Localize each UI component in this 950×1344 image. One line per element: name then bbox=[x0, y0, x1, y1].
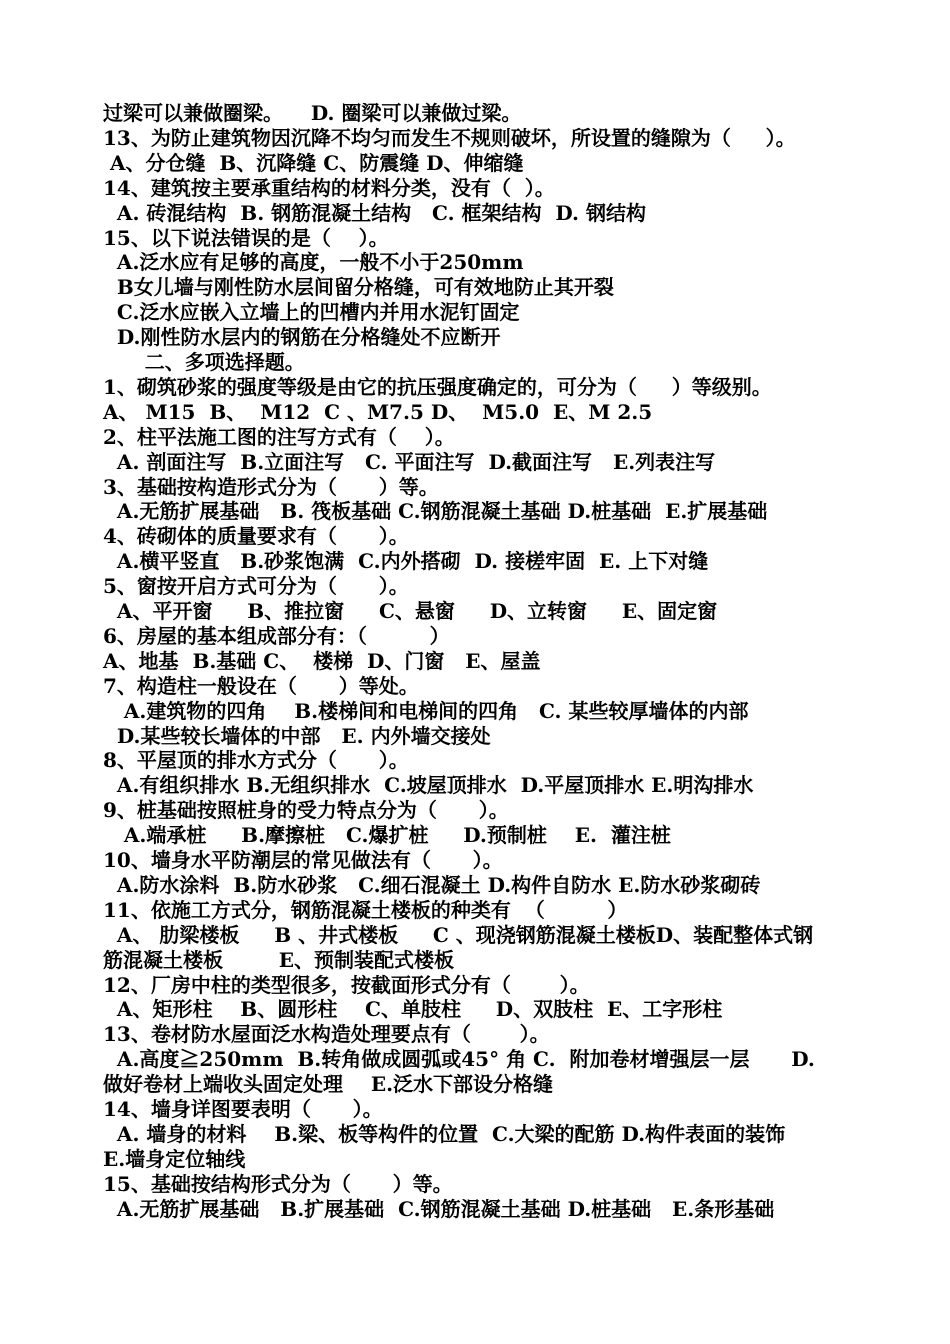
text-line: A、分仓缝 B、沉降缝 C、防震缝 D、伸缩缝 bbox=[103, 150, 524, 175]
text-line: 15、以下说法错误的是（ ）。 bbox=[103, 225, 389, 250]
text-line: 13、为防止建筑物因沉降不均匀而发生不规则破坏，所设置的缝隙为（ ）。 bbox=[103, 125, 796, 150]
text-line: A.端承桩 B.摩擦桩 C.爆扩桩 D.预制桩 E. 灌注桩 bbox=[103, 823, 671, 848]
text-line: A.无筋扩展基础 B. 筏板基础 C.钢筋混凝土基础 D.桩基础 E.扩展基础 bbox=[103, 499, 768, 524]
text-line: A.泛水应有足够的高度，一般不小于250mm bbox=[103, 250, 524, 275]
text-line: 13、卷材防水屋面泛水构造处理要点有（ ）。 bbox=[103, 1022, 550, 1047]
text-line: 10、墙身水平防潮层的常见做法有（ ）。 bbox=[103, 848, 503, 872]
text-line: 二、多项选择题。 bbox=[103, 350, 305, 374]
text-line: 6、房屋的基本组成部分有：（ ） bbox=[103, 623, 450, 648]
text-line: A. 墙身的材料 B.梁、板等构件的位置 C.大梁的配筋 D.构件表面的装饰 bbox=[103, 1121, 786, 1146]
text-line: A.无筋扩展基础 B.扩展基础 C.钢筋混凝土基础 D.桩基础 E.条形基础 bbox=[103, 1196, 775, 1221]
text-line: A.高度≧250mm B.转角做成圆弧或45° 角 C. 附加卷材增强层一层 D. bbox=[103, 1047, 815, 1072]
text-line: A、 M15 B、 M12 C 、M7.5 D、 M5.0 E、M 2.5 bbox=[103, 399, 653, 424]
text-line: 过梁可以兼做圈梁。 D. 圈梁可以兼做过梁。 bbox=[103, 101, 522, 125]
text-line: 12、厂房中柱的类型很多，按截面形式分有（ ）。 bbox=[103, 972, 590, 997]
text-line: A. 砖混结构 B. 钢筋混凝土结构 C. 框架结构 D. 钢结构 bbox=[103, 200, 646, 225]
text-line: E.墙身定位轴线 bbox=[103, 1146, 246, 1171]
text-line: A、平开窗 B、推拉窗 C、悬窗 D、立转窗 E、固定窗 bbox=[103, 599, 718, 623]
text-line: A、 肋梁楼板 B 、井式楼板 C 、现浇钢筋混凝土楼板D、装配整体式钢 bbox=[103, 922, 814, 947]
text-line: A. 剖面注写 B.立面注写 C. 平面注写 D.截面注写 E.列表注写 bbox=[103, 449, 716, 474]
text-line: 4、砖砌体的质量要求有（ ）。 bbox=[103, 524, 409, 549]
text-line: 2、柱平法施工图的注写方式有（ ）。 bbox=[103, 424, 455, 449]
text-line: 11、依施工方式分，钢筋混凝土楼板的种类有 （ ） bbox=[103, 897, 628, 922]
text-line: B女儿墙与刚性防水层间留分格缝，可有效地防止其开裂 bbox=[103, 275, 614, 300]
text-line: C.泛水应嵌入立墙上的凹槽内并用水泥钉固定 bbox=[103, 300, 520, 325]
text-line: A、地基 B.基础 C、 楼梯 D、门窗 E、屋盖 bbox=[103, 648, 541, 673]
text-line: A.防水涂料 B.防水砂浆 C.细石混凝土 D.构件自防水 E.防水砂浆砌砖 bbox=[103, 872, 761, 897]
text-line: 9、桩基础按照桩身的受力特点分为（ ）。 bbox=[103, 798, 509, 823]
text-line: 15、基础按结构形式分为（ ）等。 bbox=[103, 1171, 453, 1196]
text-line: 做好卷材上端收头固定处理 E.泛水下部设分格缝 bbox=[103, 1072, 554, 1097]
text-line: 1、砌筑砂浆的强度等级是由它的抗压强度确定的，可分为（ ）等级别。 bbox=[103, 374, 772, 399]
text-line: A、矩形柱 B、圆形柱 C、单肢柱 D、双肢柱 E、工字形柱 bbox=[103, 997, 723, 1022]
text-line: 3、基础按构造形式分为（ ）等。 bbox=[103, 474, 439, 499]
text-line: D.某些较长墙体的中部 E. 内外墙交接处 bbox=[103, 723, 491, 748]
text-line: 5、窗按开启方式可分为（ ）。 bbox=[103, 574, 409, 599]
text-line: 8、平屋顶的排水方式分（ ）。 bbox=[103, 748, 409, 773]
text-line: A.横平竖直 B.砂浆饱满 C.内外搭砌 D. 接槎牢固 E. 上下对缝 bbox=[103, 549, 709, 574]
text-line: A.建筑物的四角 B.楼梯间和电梯间的四角 C. 某些较厚墙体的内部 bbox=[103, 698, 749, 723]
text-line: A.有组织排水 B.无组织排水 C.坡屋顶排水 D.平屋顶排水 E.明沟排水 bbox=[103, 773, 754, 798]
text-line: 14、建筑按主要承重结构的材料分类，没有（ ）。 bbox=[103, 175, 555, 200]
text-line: 14、墙身详图要表明（ ）。 bbox=[103, 1097, 383, 1121]
text-line: D.刚性防水层内的钢筋在分格缝处不应断开 bbox=[103, 325, 501, 350]
text-line: 7、构造柱一般设在（ ）等处。 bbox=[103, 673, 419, 698]
text-line: 筋混凝土楼板 E、预制装配式楼板 bbox=[103, 947, 454, 972]
